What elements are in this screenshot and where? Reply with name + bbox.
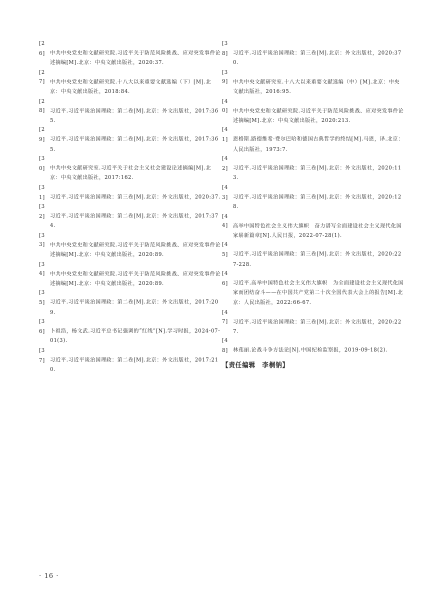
- reference-number: [47]: [222, 309, 228, 326]
- reference-number: [28]: [39, 98, 45, 115]
- reference-entry: [39, 289, 222, 318]
- reference-entry: [222, 98, 405, 127]
- reference-text: 中共中央党史和文献研究院.习近平关于防范风险挑战、应对突发事件论述摘编[M].北京：中央文献出版社，2020:89.: [50, 242, 221, 259]
- reference-entry: [222, 337, 405, 356]
- reference-text: 中共中央党史和文献研究院.十八大以来重要文献选编（下）[M].北京：中央文献出版社，2018:84.: [50, 79, 212, 95]
- reference-entry: [39, 126, 222, 155]
- reference-text: 习近平.习近平谈治国理政：第三卷[M].北京：外文出版社，2020:113.: [233, 165, 402, 182]
- reference-number: [48]: [222, 338, 228, 354]
- reference-number: [41]: [222, 127, 228, 143]
- reference-text: 高举中国特色社会主义伟大旗帜 奋力谱写全面建设社会主义现代化国家崭新篇章[N].人民日报，2022-07-28(1).: [233, 223, 402, 239]
- reference-text: 中共中央党史和文献研究院.习近平关于防范风险挑战、应对突发事件论述摘编[M].北京：中央文献出版社，2020:213.: [233, 108, 404, 124]
- reference-number: [42]: [222, 156, 228, 172]
- reference-entry: [39, 347, 222, 376]
- reference-entry: [39, 318, 222, 347]
- reference-entry: [39, 232, 222, 261]
- reference-text: 恩格斯.路德维希·费尔巴哈和德国古典哲学的终结[M].马恩，译.北京：人民出版社，1973:7.: [233, 136, 404, 153]
- reference-number: [30]: [39, 156, 45, 172]
- references-right-column: [222, 40, 405, 369]
- reference-number: [39]: [222, 69, 228, 86]
- reference-entry: [222, 241, 405, 270]
- reference-text: 中共中央党史和文献研究院.习近平关于防范风险挑战、应对突发事件论述摘编[M].北京：中央文献出版社，2020:37.: [50, 50, 221, 67]
- responsible-editor-note: 【责任编辑 李桐钠】: [222, 361, 289, 369]
- reference-entry: [222, 155, 405, 184]
- reference-text: 中共中央党史和文献研究院.习近平关于防范风险挑战、应对突发事件论述摘编[M].北京：中央文献出版社，2020:89.: [50, 271, 221, 287]
- reference-number: [32]: [39, 204, 45, 220]
- reference-text: 卜祖浩，杨文武.习近平总书记强调的“红线”[N].学习时报，2024-07-01(3).: [50, 328, 221, 345]
- reference-number: [40]: [222, 98, 228, 115]
- reference-number: [43]: [222, 184, 228, 201]
- reference-number: [44]: [222, 213, 228, 230]
- reference-entry: [222, 69, 405, 98]
- reference-entry: [39, 155, 222, 184]
- reference-number: [26]: [39, 41, 45, 57]
- reference-entry: [39, 40, 222, 69]
- reference-entry: [39, 184, 222, 203]
- page-number: · 16 ·: [39, 572, 59, 580]
- reference-number: [37]: [39, 348, 45, 364]
- references-right-list: [222, 40, 405, 357]
- reference-number: [29]: [39, 127, 45, 143]
- reference-number: [36]: [39, 319, 45, 335]
- reference-entry: [222, 309, 405, 338]
- reference-number: [34]: [39, 261, 45, 278]
- reference-entry: [222, 270, 405, 308]
- reference-entry: [222, 126, 405, 155]
- reference-text: 习近平.习近平谈治国理政：第二卷[M].北京：外文出版社，2017:210.: [50, 357, 219, 374]
- reference-number: [27]: [39, 69, 45, 86]
- reference-text: 习近平.习近平谈治国理政：第二卷[M].北京：外文出版社，2017:374.: [50, 213, 219, 230]
- references-left-column: [39, 40, 222, 376]
- reference-text: 中共中央文献研究室.十八大以来重要文献选编（中）[M].北京：中央文献出版社，2016:95.: [233, 79, 400, 95]
- reference-number: [31]: [39, 184, 45, 201]
- reference-entry: [222, 40, 405, 69]
- reference-number: [38]: [222, 41, 228, 57]
- reference-entry: [222, 213, 405, 242]
- reference-text: 习近平.高举中国特色社会主义伟大旗帜 为全面建设社会主义现代化国家而团结奋斗——在中国共产党第二十次全国代表大会上的报告[M].北京：人民出版社，2022:66-67.: [233, 280, 404, 307]
- reference-number: [35]: [39, 290, 45, 307]
- reference-text: 习近平.习近平谈治国理政：第三卷[M].北京：外文出版社，2020:227-228.: [233, 252, 402, 268]
- reference-number: [45]: [222, 242, 228, 259]
- reference-entry: [222, 184, 405, 213]
- reference-text: 习近平.习近平谈治国理政：第二卷[M].北京：外文出版社，2017:365.: [50, 108, 219, 124]
- reference-entry: [39, 261, 222, 290]
- reference-entry: [39, 69, 222, 98]
- reference-text: 习近平.习近平谈治国理政：第三卷[M].北京：外文出版社，2020:370.: [233, 50, 402, 67]
- reference-number: [33]: [39, 232, 45, 249]
- reference-text: 中共中央文献研究室.习近平关于社会主义社会建设论述摘编[M].北京：中央文献出版社，2017:162.: [50, 165, 212, 182]
- reference-entry: [39, 98, 222, 127]
- reference-text: 习近平.习近平谈治国理政：第二卷[M].北京：外文出版社，2017:209.: [50, 300, 219, 316]
- reference-number: [46]: [222, 271, 228, 287]
- reference-text: 习近平.习近平谈治国理政：第三卷[M].北京：外文出版社，2020:227.: [233, 319, 402, 335]
- reference-text: 习近平.习近平谈治国理政：第二卷[M].北京：外文出版社，2017:365.: [50, 136, 219, 153]
- reference-text: 习近平.习近平谈治国理政：第三卷[M].北京：外文出版社，2020:128.: [233, 194, 402, 211]
- reference-entry: [39, 203, 222, 232]
- reference-text: 林莲丽.论战斗争方法论[N].中国纪检监察报，2019-09-18(2).: [233, 348, 388, 354]
- reference-text: 习近平.习近平谈治国理政：第三卷[M].北京：外文出版社，2020:37.: [50, 194, 221, 201]
